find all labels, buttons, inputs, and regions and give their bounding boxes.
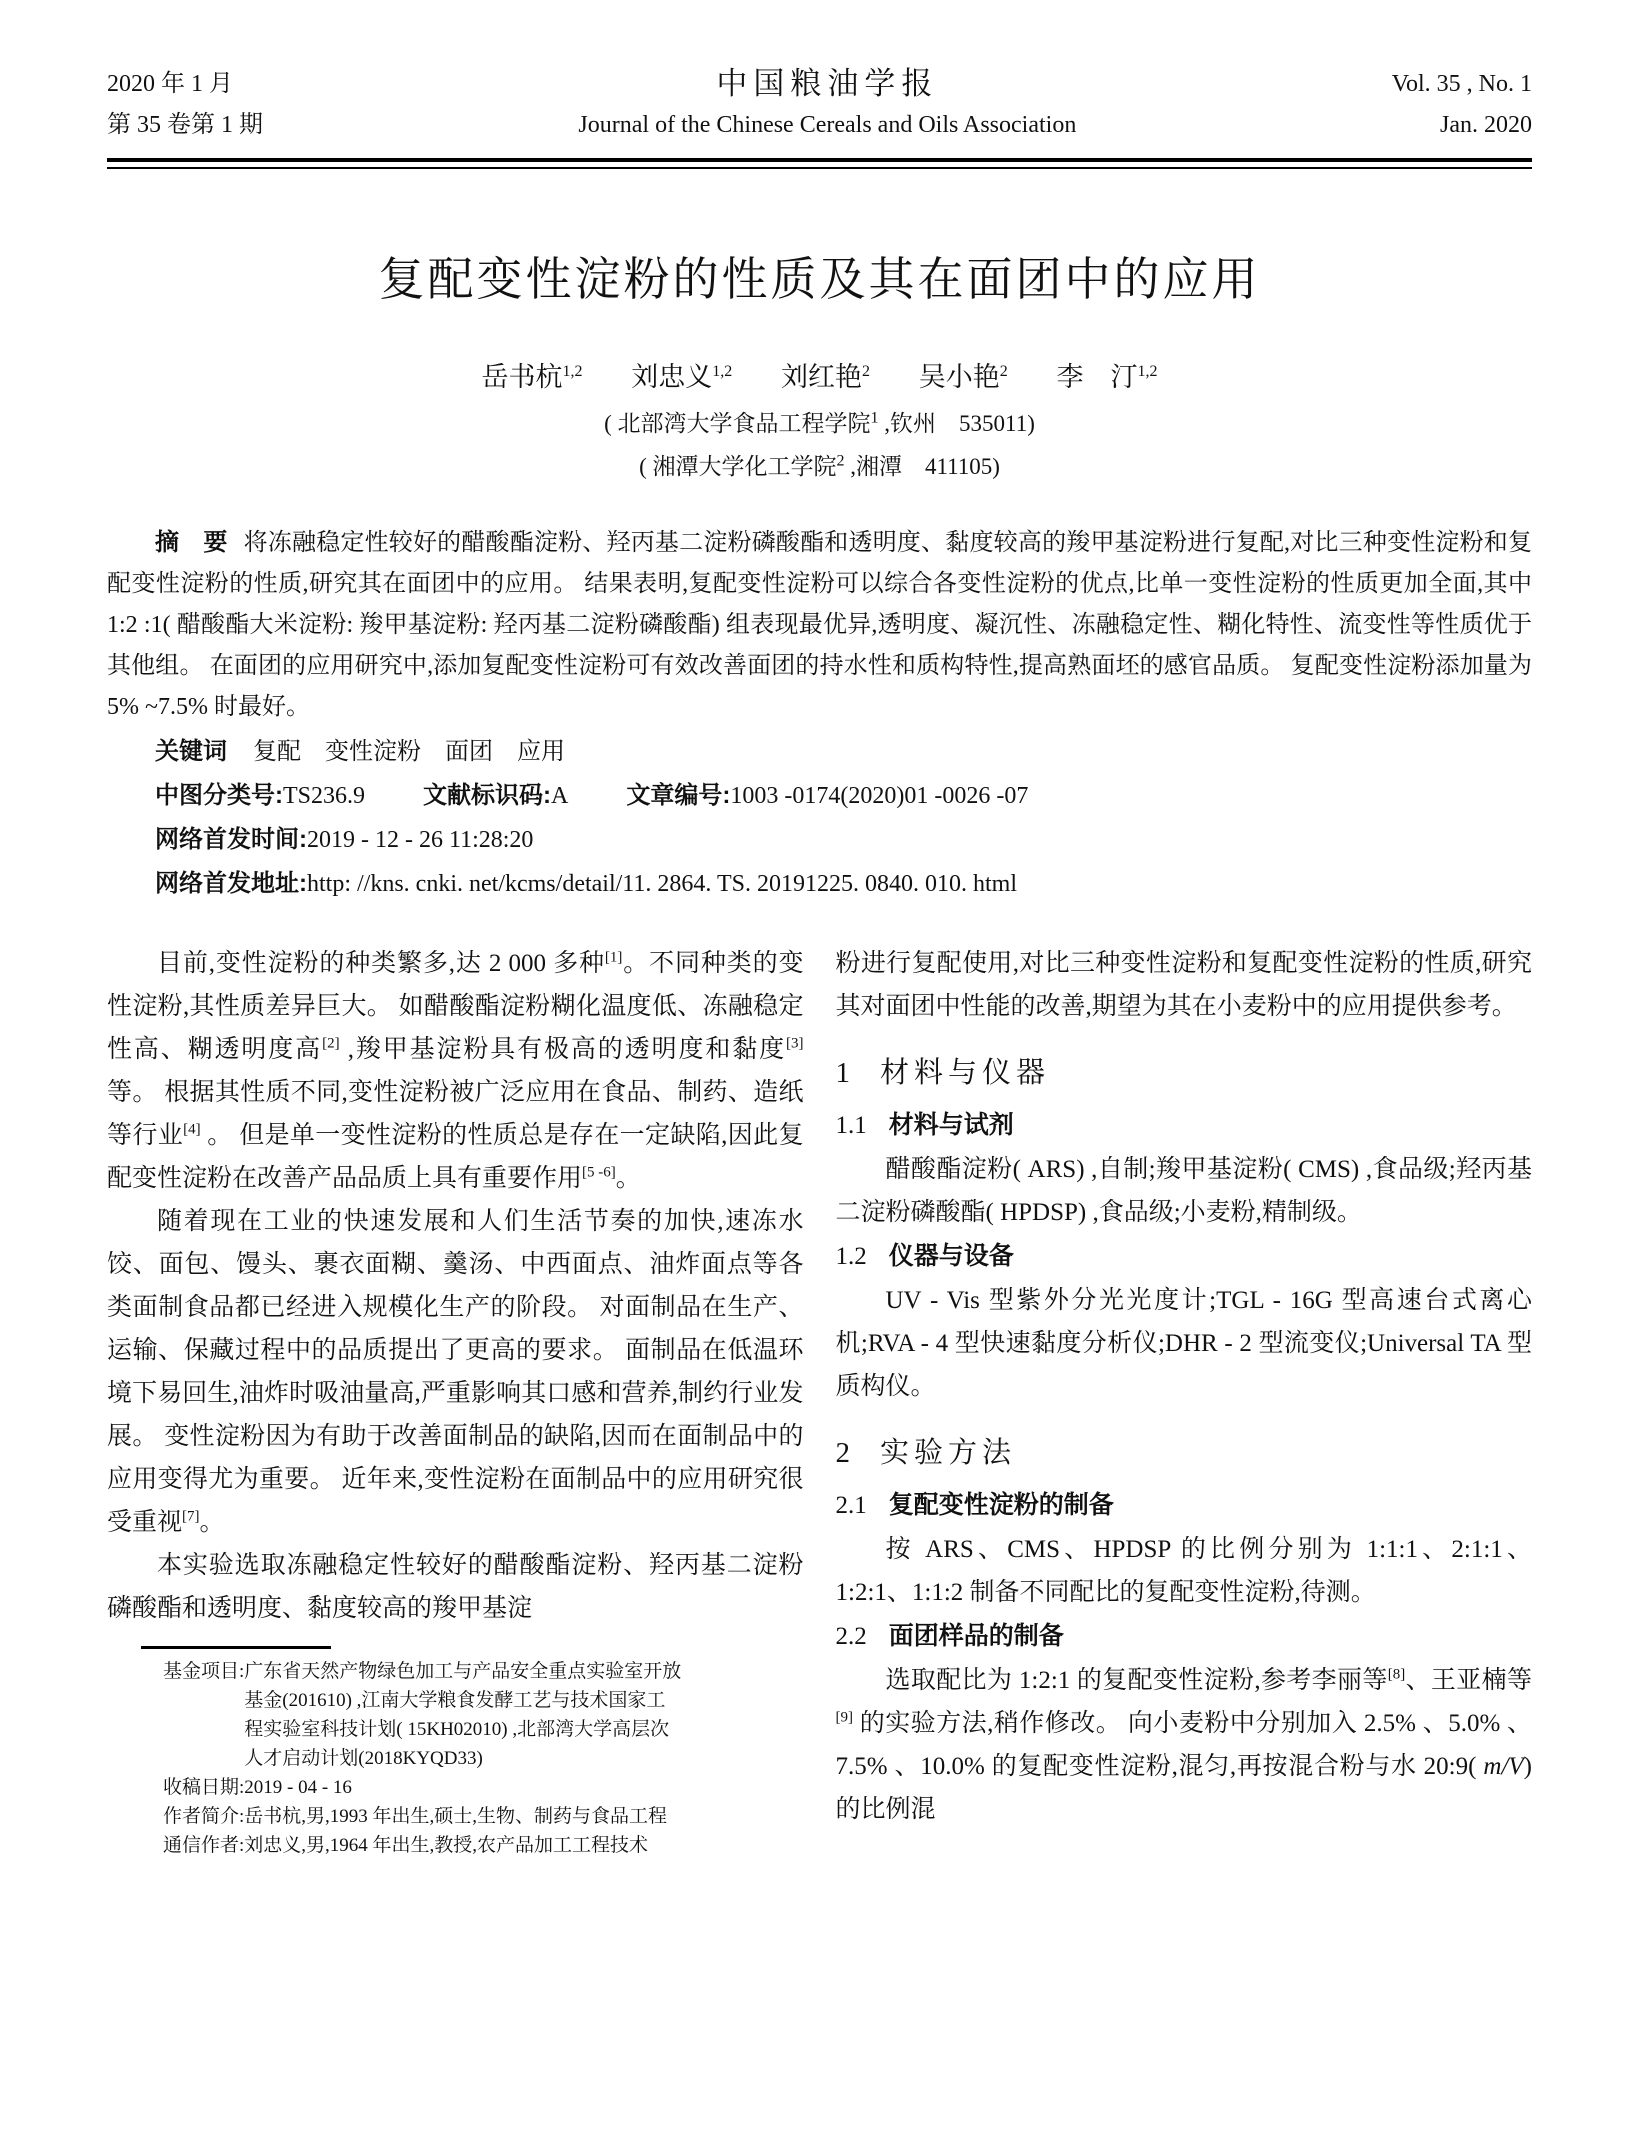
journal-header-left — [107, 64, 263, 146]
affiliation-sup: 1 — [870, 409, 879, 427]
citation-ref: [4] — [183, 1121, 201, 1138]
author-affil-sup: 2 — [999, 363, 1008, 380]
section-title: 仪器与设备 — [888, 1242, 1014, 1270]
citation-ref: [9] — [835, 1709, 853, 1726]
affiliation-text: ,湘潭 411105) — [844, 454, 1000, 479]
online-time-line — [107, 818, 1532, 862]
affiliation-2 — [107, 445, 1532, 488]
section-heading-2-1 — [836, 1483, 1533, 1528]
author-affil-sup: 1,2 — [712, 363, 733, 380]
section-heading-1-1 — [836, 1103, 1533, 1148]
header-divider-thick-line — [107, 158, 1532, 162]
paragraph-intro-2: 随着现在工业的快速发展和人们生活节奏的加快,速冻水饺、面包、馒头、裹衣面糊、羹汤、中西面点、油炸面点等各类面制食品都已经进入规模化生产的阶段。 对面制品在生产、运输、保藏过程中的品质提出了更高的要求。 面制品在低温环境下易回生,油炸时吸油量高,严重影响其口感和营养,制约行业发展。 变性淀粉因为有助于改善面制品的缺陷,因而在面制品中的应用变得尤为重要。 近年来,变性淀粉在面制品中的应用研究很受重视[7]。 — [107, 1208, 804, 1536]
citation-ref: [1] — [604, 949, 623, 966]
italic-variable: m/V — [1483, 1753, 1524, 1780]
clc-label: 中图分类号: — [155, 782, 283, 809]
author-name: 岳书杭 — [481, 362, 563, 392]
header-divider-thin-line — [107, 167, 1532, 169]
issue-vol-en: Vol. 35 , No. 1 — [1391, 71, 1532, 97]
section-number: 2.2 — [835, 1623, 867, 1650]
journal-header-right — [1392, 64, 1532, 146]
article-id-value: 1003 -0174(2020)01 -0026 -07 — [730, 783, 1029, 809]
journal-title-cn: 中国粮油学报 — [716, 66, 939, 101]
paragraph-instruments: UV - Vis 型紫外分光光度计;TGL - 16G 型高速台式离心机;RVA - 4 型快速黏度分析仪;DHR - 2 型流变仪;Universal TA 型质构仪。 — [835, 1287, 1532, 1400]
abstract-text: 将冻融稳定性较好的醋酸酯淀粉、羟丙基二淀粉磷酸酯和透明度、黏度较高的羧甲基淀粉进行复配,对比三种变性淀粉和复配变性淀粉的性质,研究其在面团中的应用。 结果表明,复配变性淀粉可以综合各变性淀粉的优点,比单一变性淀粉的性质更加全面,其中 1:2 :1( 醋酸酯大米淀粉: 羧甲基淀粉: 羟丙基二淀粉磷酸酯) 组表现最优异,透明度、凝沉性、冻融稳定性、糊化特性、流变性等性质优于其他组。 在面团的应用研究中,添加复配变性淀粉可有效改善面团的持水性和质构特性,提高熟面坯的感官品质。 复配变性淀粉添加量为 5% ~7.5% 时最好。 — [107, 530, 1533, 720]
section-number: 2 — [835, 1437, 850, 1469]
journal-header — [107, 0, 1532, 146]
abstract — [107, 522, 1532, 728]
footnote-corresponding-label: 通信作者: — [163, 1835, 245, 1856]
footnote-block — [107, 1657, 804, 1860]
left-column — [107, 942, 804, 1860]
section-heading-2-2 — [836, 1614, 1533, 1659]
author — [919, 355, 1008, 394]
footnote-received-label: 收稿日期: — [163, 1777, 245, 1798]
paragraph-intro-continued: 粉进行复配使用,对比三种变性淀粉和复配变性淀粉的性质,研究其对面团中性能的改善,期望为其在小麦粉中的应用提供参考。 — [835, 950, 1532, 1020]
citation-ref: [8] — [1387, 1666, 1406, 1683]
article-id-label: 文章编号: — [626, 782, 731, 809]
citation-ref: [3] — [785, 1035, 804, 1052]
citation-ref: [7] — [182, 1508, 200, 1525]
footnote-received — [163, 1773, 804, 1802]
section-number: 1 — [835, 1057, 850, 1089]
issue-vol-cn: 第 35 卷第 1 期 — [107, 112, 263, 138]
author-list — [107, 355, 1532, 394]
online-url-line — [107, 862, 1532, 906]
author-affil-sup: 1,2 — [562, 363, 583, 380]
abstract-label: 摘 要 — [155, 529, 228, 556]
journal-title-en: Journal of the Chinese Cereals and Oils Association — [578, 112, 1077, 138]
keywords-text: 复配 变性淀粉 面团 应用 — [253, 739, 565, 765]
author-affil-sup: 2 — [862, 363, 870, 380]
author — [482, 355, 583, 394]
footnote-received-text: 2019 - 04 - 16 — [244, 1777, 352, 1798]
citation-ref: [2] — [322, 1035, 340, 1052]
clc-value: TS236.9 — [283, 783, 366, 809]
issue-date-en: Jan. 2020 — [1440, 112, 1532, 138]
article-title: 复配变性淀粉的性质及其在面团中的应用 — [378, 254, 1261, 305]
affiliation-1 — [107, 402, 1532, 445]
section-title: 面团样品的制备 — [888, 1622, 1064, 1650]
paragraph-materials: 醋酸酯淀粉( ARS) ,自制;羧甲基淀粉( CMS) ,食品级;羟丙基二淀粉磷酸酯( HPDSP) ,食品级;小麦粉,精制级。 — [835, 1156, 1532, 1226]
section-heading-1-2 — [836, 1234, 1533, 1279]
clc-pair — [155, 783, 365, 809]
issue-date-cn: 2020 年 1 月 — [107, 71, 233, 97]
footnote-fund-label: 基金项目: — [163, 1661, 245, 1682]
body-columns — [107, 942, 1532, 1860]
section-number: 1.1 — [835, 1112, 867, 1139]
author-affil-sup: 1,2 — [1137, 363, 1158, 380]
footnote-corresponding — [163, 1831, 804, 1860]
author — [631, 355, 732, 394]
doc-code-value: A — [551, 783, 569, 809]
section-heading-1 — [836, 1052, 1533, 1095]
affiliation-sup: 2 — [836, 452, 845, 470]
keywords-label: 关键词 — [155, 738, 227, 765]
right-column — [836, 942, 1533, 1860]
affiliation-text: ,钦州 535011) — [878, 411, 1035, 436]
paragraph-intro-3: 本实验选取冻融稳定性较好的醋酸酯淀粉、羟丙基二淀粉磷酸酯和透明度、黏度较高的羧甲基淀 — [107, 1552, 804, 1622]
header-divider — [107, 158, 1532, 169]
section-number: 2.1 — [835, 1492, 867, 1519]
author-name: 刘红艳 — [781, 362, 862, 392]
doc-code-label: 文献标识码: — [423, 782, 552, 809]
online-time-value: 2019 - 12 - 26 11:28:20 — [307, 827, 534, 853]
section-heading-2 — [836, 1432, 1533, 1475]
section-title: 实验方法 — [880, 1437, 1017, 1469]
affiliation-text: ( 北部湾大学食品工程学院 — [604, 411, 871, 436]
journal-header-center — [578, 64, 1076, 146]
footnote-author-bio-label: 作者简介: — [163, 1806, 245, 1827]
footnote-author-bio-text: 岳书杭,男,1993 年出生,硕士,生物、制药与食品工程 — [244, 1806, 668, 1827]
paragraph-starch-preparation: 按 ARS、CMS、HPDSP 的比例分别为 1:1:1、2:1:1、1:2:1、1:1:2 制备不同配比的复配变性淀粉,待测。 — [835, 1536, 1532, 1606]
section-title: 复配变性淀粉的制备 — [888, 1491, 1114, 1519]
footnote-author-bio — [163, 1802, 804, 1831]
footnote-divider — [141, 1646, 331, 1649]
section-title: 材料与仪器 — [880, 1057, 1051, 1089]
footnote-corresponding-text: 刘忠义,男,1964 年出生,教授,农产品加工工程技术 — [244, 1835, 649, 1856]
article-id-pair — [626, 783, 1028, 809]
section-title: 材料与试剂 — [888, 1111, 1014, 1139]
paragraph-dough-preparation: 选取配比为 1:2:1 的复配变性淀粉,参考李丽等[8]、王亚楠等[9] 的实验方法,稍作修改。 向小麦粉中分别加入 2.5% 、5.0% 、7.5% 、10.0% 的复配变性淀粉,混匀,再按混合粉与水 20:9( m/V) 的比例混 — [835, 1666, 1532, 1823]
author — [1057, 355, 1158, 394]
online-url-label: 网络首发地址: — [155, 870, 307, 897]
keywords-line — [107, 730, 1532, 774]
section-number: 1.2 — [835, 1243, 867, 1270]
paragraph-intro-1: 目前,变性淀粉的种类繁多,达 2 000 多种[1]。不同种类的变性淀粉,其性质差异巨大。 如醋酸酯淀粉糊化温度低、冻融稳定性高、糊透明度高[2] ,羧甲基淀粉具有极高的透明度和黏度[3] 等。 根据其性质不同,变性淀粉被广泛应用在食品、制药、造纸等行业[4] 。 但是单一变性淀粉的性质总是存在一定缺陷,因此复配变性淀粉在改善产品品质上具有重要作用[5 -6]。 — [107, 949, 804, 1192]
classification-line — [107, 774, 1532, 818]
doc-code-pair — [423, 783, 568, 809]
affiliation-text: ( 湘潭大学化工学院 — [639, 454, 837, 479]
footnote-fund-text: 广东省天然产物绿色加工与产品安全重点实验室开放基金(201610) ,江南大学粮食发酵工艺与技术国家工程实验室科技计划( 15KH02010) ,北部湾大学高层次人才启动计划(2018KYQD33) — [244, 1661, 682, 1769]
author-name: 吴小艳 — [918, 362, 1000, 392]
author-name: 刘忠义 — [631, 362, 713, 392]
footnote-fund — [163, 1657, 804, 1773]
author-name: 李 汀 — [1056, 362, 1138, 392]
author — [781, 355, 870, 394]
online-url-value: http: //kns. cnki. net/kcms/detail/11. 2864. TS. 20191225. 0840. 010. html — [307, 871, 1017, 897]
online-time-label: 网络首发时间: — [155, 826, 307, 853]
citation-ref: [5 -6] — [582, 1164, 616, 1181]
